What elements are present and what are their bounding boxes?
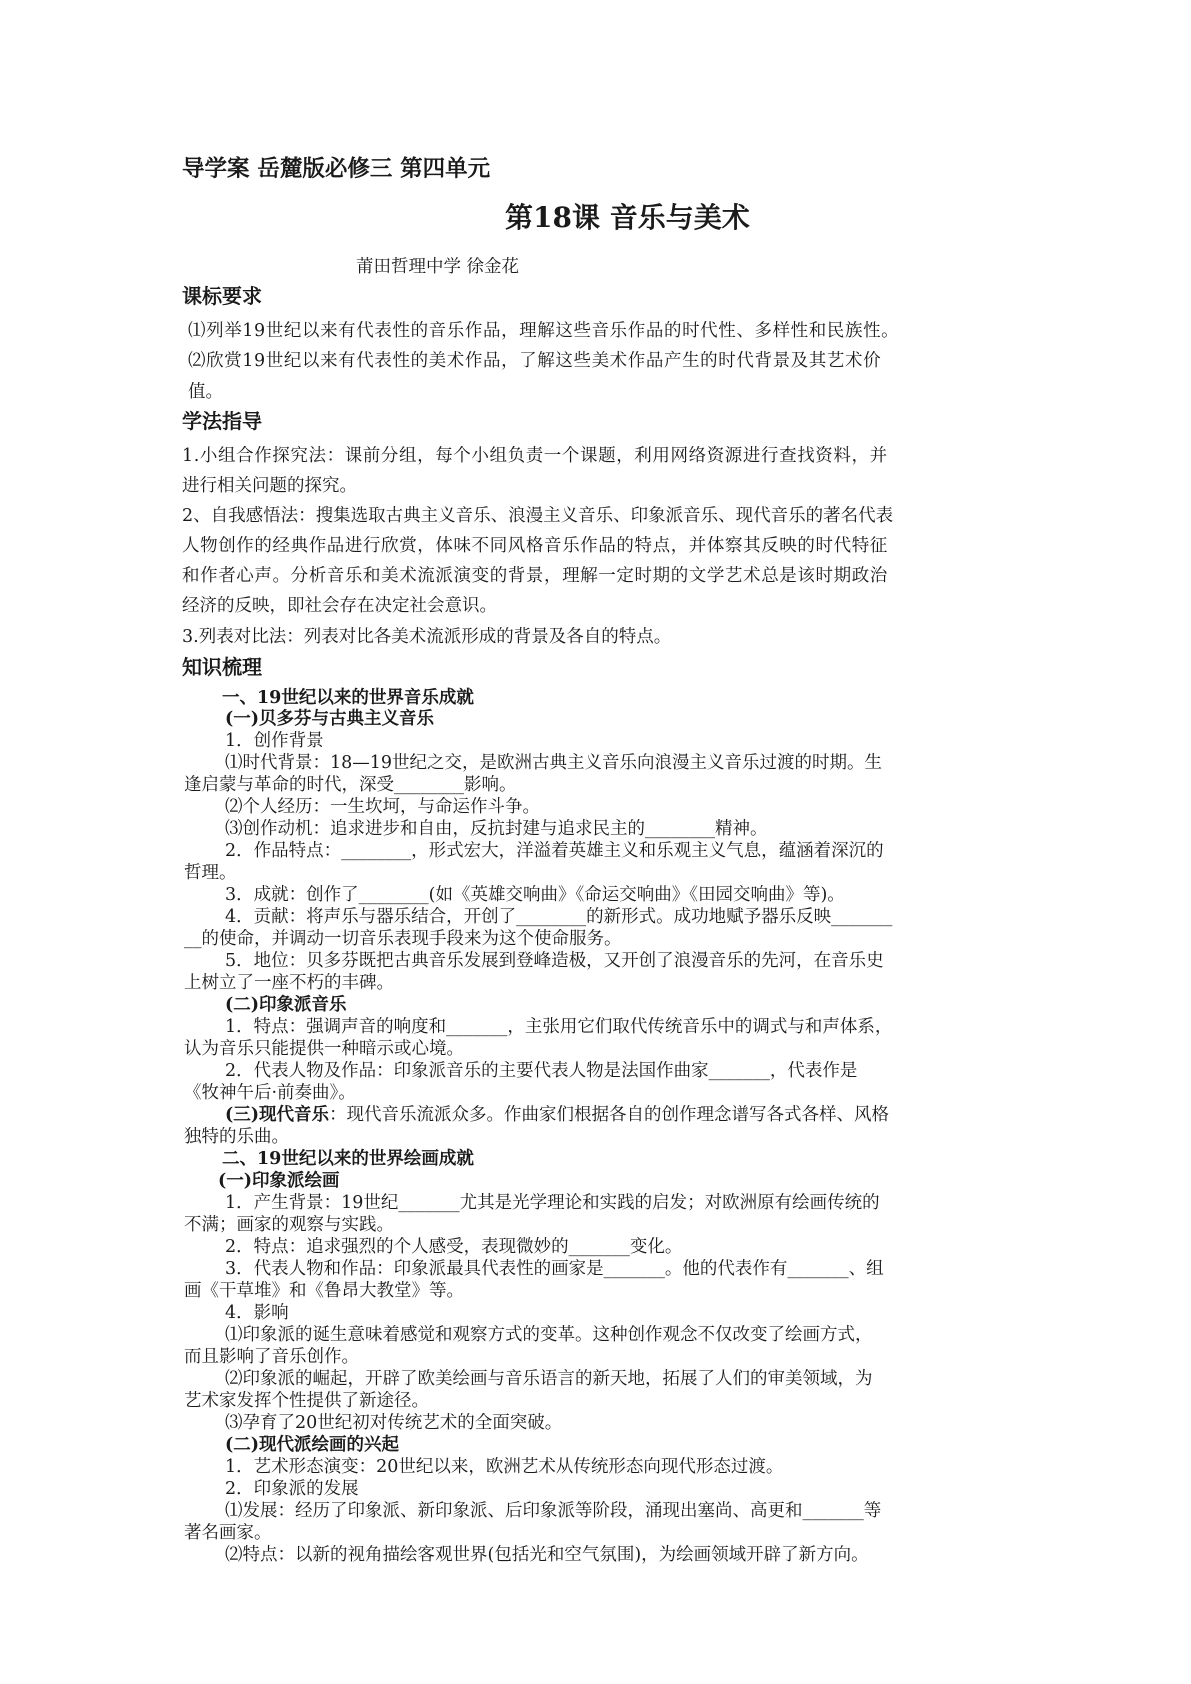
text-line: 4．贡献：将声乐与器乐结合，开创了________的新形式。成功地赋予器乐反映_______ bbox=[225, 907, 893, 927]
section-heading-knowledge: 知识梳理 bbox=[182, 655, 262, 679]
text-line: 《牧神午后·前奏曲》。 bbox=[184, 1083, 356, 1103]
text-line: 认为音乐只能提供一种暗示或心境。 bbox=[184, 1039, 464, 1059]
subsection-heading: (二)印象派音乐 bbox=[225, 995, 347, 1015]
text-line: 2．代表人物及作品：印象派音乐的主要代表人物是法国作曲家_______，代表作是 bbox=[225, 1061, 858, 1081]
text-line: ⑶孕育了20世纪初对传统艺术的全面突破。 bbox=[225, 1413, 563, 1433]
subsection-heading: (二)现代派绘画的兴起 bbox=[225, 1435, 400, 1455]
text-line: 著名画家。 bbox=[184, 1523, 272, 1543]
method-line: 和作者心声。分析音乐和美术流派演变的背景，理解一定时期的文学艺术总是该时期政治 bbox=[182, 566, 888, 586]
text-line: ：现代音乐流派众多。作曲家们根据各自的创作理念谱写各式各样、风格 bbox=[329, 1105, 890, 1125]
text-line: 艺术家发挥个性提供了新途径。 bbox=[184, 1391, 429, 1411]
part-heading: 二、19世纪以来的世界绘画成就 bbox=[222, 1149, 474, 1169]
text-line: 2．作品特点：________，形式宏大，洋溢着英雄主义和乐观主义气息，蕴涵着深沉的 bbox=[225, 841, 884, 861]
text-line: __的使命，并调动一切音乐表现手段来为这个使命服务。 bbox=[184, 929, 622, 949]
subsection-heading: (一)贝多芬与古典主义音乐 bbox=[225, 709, 435, 729]
text-line: 哲理。 bbox=[184, 863, 237, 883]
text-line: ⑴印象派的诞生意味着感觉和观察方式的变革。这种创作观念不仅改变了绘画方式， bbox=[225, 1325, 873, 1345]
modern-music-line bbox=[225, 1104, 889, 1126]
text-line: 4．影响 bbox=[225, 1303, 289, 1323]
text-line: ⑴时代背景：18—19世纪之交，是欧洲古典主义音乐向浪漫主义音乐过渡的时期。生 bbox=[225, 753, 883, 773]
text-line: 逢启蒙与革命的时代，深受________影响。 bbox=[184, 775, 517, 795]
text-line: 3．代表人物和作品：印象派最具代表性的画家是_______。他的代表作有_______、组 bbox=[225, 1259, 884, 1279]
text-line: 5．地位：贝多芬既把古典音乐发展到登峰造极，又开创了浪漫音乐的先河，在音乐史 bbox=[225, 951, 884, 971]
lesson-title: 第18课 音乐与美术 bbox=[505, 201, 750, 234]
subsection-heading: (一)印象派绘画 bbox=[218, 1171, 340, 1191]
subsection-heading: (三)现代音乐 bbox=[225, 1105, 330, 1125]
curriculum-item: 值。 bbox=[188, 382, 223, 402]
method-line: 1.小组合作探究法：课前分组，每个小组负责一个课题，利用网络资源进行查找资料，并 bbox=[182, 446, 888, 466]
text-line: 1．特点：强调声音的响度和_______，主张用它们取代传统音乐中的调式与和声体系， bbox=[225, 1017, 893, 1037]
text-line: 独特的乐曲。 bbox=[184, 1127, 289, 1147]
text-line: 1．产生背景：19世纪_______尤其是光学理论和实践的启发；对欧洲原有绘画传统的 bbox=[225, 1193, 880, 1213]
text-line: 画《干草堆》和《鲁昂大教堂》等。 bbox=[184, 1281, 464, 1301]
method-line: 进行相关问题的探究。 bbox=[182, 476, 357, 496]
text-line: 3．成就：创作了________(如《英雄交响曲》《命运交响曲》《田园交响曲》等)。 bbox=[225, 885, 845, 905]
curriculum-item: ⑵欣赏19世纪以来有代表性的美术作品，了解这些美术作品产生的时代背景及其艺术价 bbox=[188, 351, 882, 371]
text-line: 而且影响了音乐创作。 bbox=[184, 1347, 359, 1367]
method-line: 3.列表对比法：列表对比各美术流派形成的背景及各自的特点。 bbox=[182, 627, 672, 647]
section-heading-curriculum: 课标要求 bbox=[182, 284, 262, 308]
curriculum-item: ⑴列举19世纪以来有代表性的音乐作品，理解这些音乐作品的时代性、多样性和民族性。 bbox=[188, 321, 900, 341]
text-line: ⑵印象派的崛起，开辟了欧美绘画与音乐语言的新天地，拓展了人们的审美领域，为 bbox=[225, 1369, 873, 1389]
text-line: 1．创作背景 bbox=[225, 731, 324, 751]
text-line: ⑵个人经历：一生坎坷，与命运作斗争。 bbox=[225, 797, 540, 817]
school-author: 莆田哲理中学 徐金花 bbox=[356, 257, 520, 277]
method-line: 2、自我感悟法：搜集选取古典主义音乐、浪漫主义音乐、印象派音乐、现代音乐的著名代表 bbox=[182, 506, 894, 526]
text-line: ⑵特点：以新的视角描绘客观世界(包括光和空气氛围)，为绘画领域开辟了新方向。 bbox=[225, 1545, 869, 1565]
text-line: 1．艺术形态演变：20世纪以来，欧洲艺术从传统形态向现代形态过渡。 bbox=[225, 1457, 784, 1477]
text-line: 2．特点：追求强烈的个人感受，表现微妙的_______变化。 bbox=[225, 1237, 683, 1257]
doc-title: 导学案 岳麓版必修三 第四单元 bbox=[182, 156, 491, 182]
section-heading-method: 学法指导 bbox=[182, 409, 262, 433]
text-line: ⑴发展：经历了印象派、新印象派、后印象派等阶段，涌现出塞尚、高更和_______等 bbox=[225, 1501, 882, 1521]
method-line: 人物创作的经典作品进行欣赏，体味不同风格音乐作品的特点，并体察其反映的时代特征 bbox=[182, 536, 888, 556]
method-line: 经济的反映，即社会存在决定社会意识。 bbox=[182, 596, 497, 616]
text-line: ⑶创作动机：追求进步和自由，反抗封建与追求民主的________精神。 bbox=[225, 819, 768, 839]
text-line: 2．印象派的发展 bbox=[225, 1479, 359, 1499]
text-line: 不满；画家的观察与实践。 bbox=[184, 1215, 394, 1235]
text-line: 上树立了一座不朽的丰碑。 bbox=[184, 973, 394, 993]
part-heading: 一、19世纪以来的世界音乐成就 bbox=[222, 688, 474, 708]
